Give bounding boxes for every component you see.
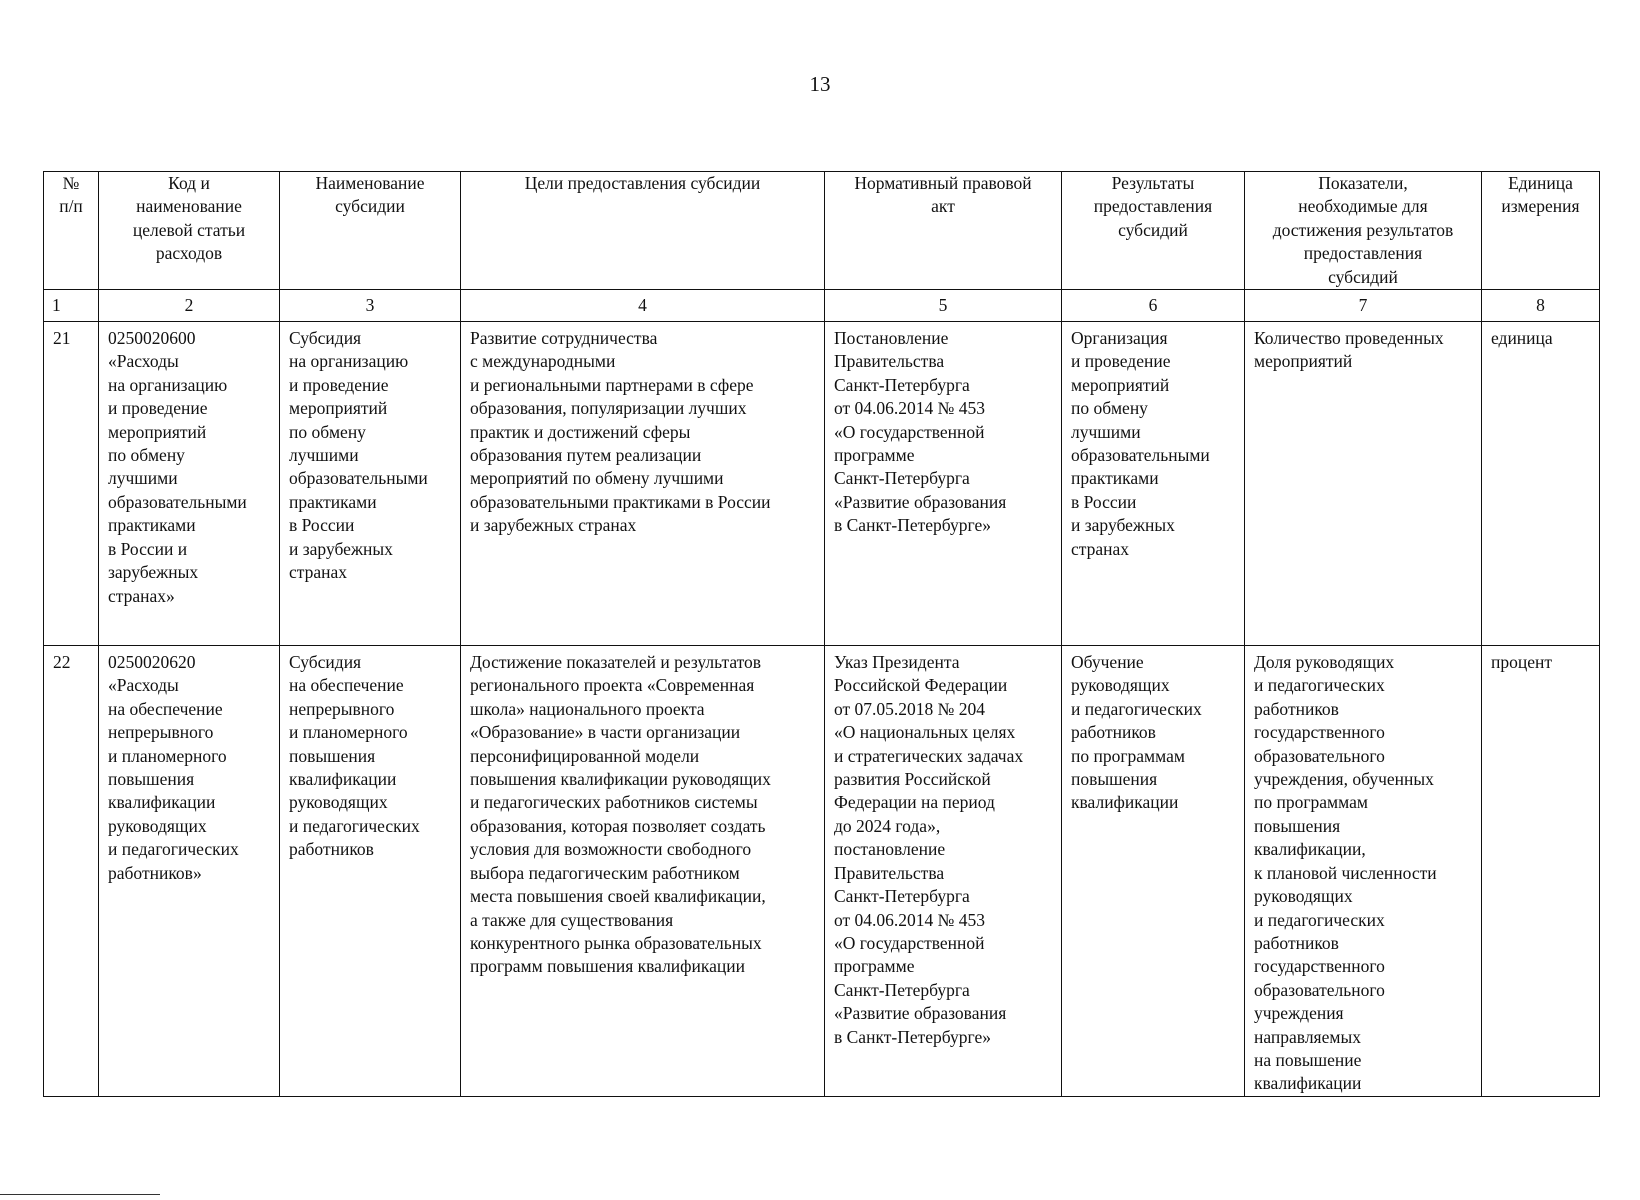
row-legal-act: Постановление Правительства Санкт-Петербурга от 04.06.2014 № 453 «О государственной программе Санкт-Петербурга «Развитие образования в Санкт-Петербурге»: [825, 322, 1062, 646]
column-number: 6: [1062, 290, 1245, 322]
row-number: 22: [44, 646, 99, 1097]
header-cell-result: Результаты предоставления субсидий: [1062, 172, 1245, 290]
column-number: 4: [461, 290, 825, 322]
header-row: [44, 172, 1600, 290]
row-result: Организация и проведение мероприятий по обмену лучшими образовательными практиками в России и зарубежных странах: [1062, 322, 1245, 646]
row-legal-act: Указ Президента Российской Федерации от 07.05.2018 № 204 «О национальных целях и стратегических задачах развития Российской Федерации на период до 2024 года», постановление Правительства Санкт-Петербурга от 04.06.2014 № 453 «О государственной программе Санкт-Петербурга «Развитие образования в Санкт-Петербурге»: [825, 646, 1062, 1097]
column-number-row: [44, 290, 1600, 322]
column-number: 1: [44, 290, 99, 322]
header-cell-code: Код и наименование целевой статьи расходов: [99, 172, 280, 290]
column-number: 2: [99, 290, 280, 322]
row-indicator: Доля руководящих и педагогических работников государственного образовательного учреждения, обученных по программам повышения квалификации, к плановой численности руководящих и педагогических работников государственного образовательного учреждения направляемых на повышение квалификации: [1245, 646, 1482, 1097]
column-number: 3: [280, 290, 461, 322]
table-row: [44, 646, 1600, 1097]
row-goal: Достижение показателей и результатов регионального проекта «Современная школа» национального проекта «Образование» в части организации персонифицированной модели повышения квалификации руководящих и педагогических работников системы образования, которая позволяет создать условия для возможности свободного выбора педагогическим работником места повышения своей квалификации, а также для существования конкурентного рынка образовательных программ повышения квалификации: [461, 646, 825, 1097]
row-code: 0250020600 «Расходы на организацию и проведение мероприятий по обмену лучшими образовательными практиками в России и зарубежных странах»: [99, 322, 280, 646]
row-unit: процент: [1482, 646, 1600, 1097]
row-subsidy-name: Субсидия на обеспечение непрерывного и планомерного повышения квалификации руководящих и педагогических работников: [280, 646, 461, 1097]
subsidy-table: [43, 171, 1600, 1097]
row-code: 0250020620 «Расходы на обеспечение непрерывного и планомерного повышения квалификации руководящих и педагогических работников»: [99, 646, 280, 1097]
row-number: 21: [44, 322, 99, 646]
column-number: 8: [1482, 290, 1600, 322]
row-result: Обучение руководящих и педагогических работников по программам повышения квалификации: [1062, 646, 1245, 1097]
row-unit: единица: [1482, 322, 1600, 646]
row-goal: Развитие сотрудничества с международными и региональными партнерами в сфере образования, популяризации лучших практик и достижений сферы образования путем реализации мероприятий по обмену лучшими образовательными практиками в России и зарубежных странах: [461, 322, 825, 646]
header-cell-number: № п/п: [44, 172, 99, 290]
footer-rule: [0, 1194, 160, 1195]
header-cell-indicator: Показатели, необходимые для достижения результатов предоставления субсидий: [1245, 172, 1482, 290]
row-subsidy-name: Субсидия на организацию и проведение мероприятий по обмену лучшими образовательными практиками в России и зарубежных странах: [280, 322, 461, 646]
page-number: 13: [809, 72, 831, 96]
row-indicator: Количество проведенных мероприятий: [1245, 322, 1482, 646]
header-cell-act: Нормативный правовой акт: [825, 172, 1062, 290]
header-cell-name: Наименование субсидии: [280, 172, 461, 290]
table-row: [44, 322, 1600, 646]
column-number: 5: [825, 290, 1062, 322]
column-number: 7: [1245, 290, 1482, 322]
header-cell-goal: Цели предоставления субсидии: [461, 172, 825, 290]
header-cell-unit: Единица измерения: [1482, 172, 1600, 290]
